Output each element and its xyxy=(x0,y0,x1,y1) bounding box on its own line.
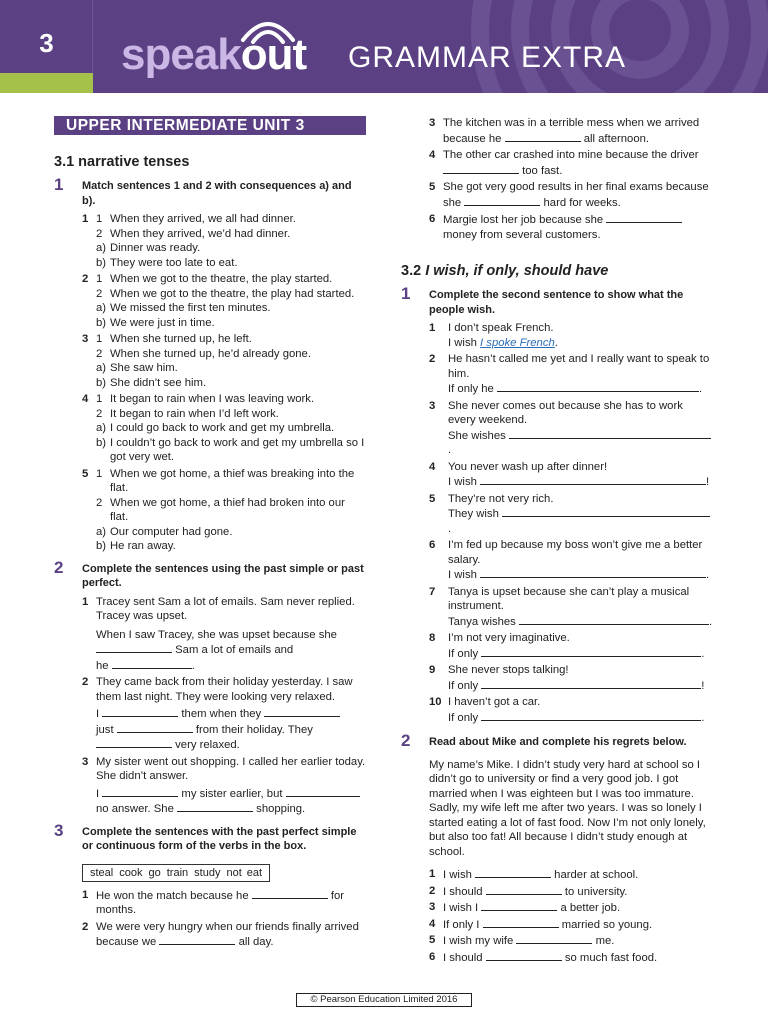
option-text: When they arrived, we’d had dinner. xyxy=(110,227,291,240)
item-text: too fast. xyxy=(522,164,563,177)
option-text: Our computer had gone. xyxy=(110,525,233,538)
option-label: b) xyxy=(96,540,107,552)
exercise-number: 2 xyxy=(401,731,411,750)
answer-blank[interactable] xyxy=(497,381,699,392)
exercise-item xyxy=(82,595,366,674)
item-number: 4 xyxy=(429,149,436,161)
item-text: all afternoon. xyxy=(583,132,650,145)
item-text: I xyxy=(96,708,100,720)
item-number: 1 xyxy=(82,595,89,608)
item-option xyxy=(96,539,366,554)
option-label: a) xyxy=(96,242,107,254)
item-text: I should xyxy=(443,951,483,964)
section-3-2-title xyxy=(401,262,713,280)
exercise-item xyxy=(82,920,366,950)
item-text: ! xyxy=(701,679,705,692)
exercise-item xyxy=(429,492,713,537)
exercise-item xyxy=(429,867,713,883)
green-accent-bar xyxy=(0,73,93,93)
exercise-item xyxy=(401,212,713,242)
item-text: The kitchen was in a terrible mess when we arrived because he xyxy=(443,117,700,145)
option-text: She saw him. xyxy=(110,362,178,374)
exercise-2 xyxy=(54,557,366,817)
item-prompt: I’m not very imaginative. xyxy=(448,632,570,644)
item-line xyxy=(448,646,713,662)
item-number: 4 xyxy=(429,460,436,473)
item-number: 1 xyxy=(82,888,89,901)
item-text: Margie lost her job because she xyxy=(443,214,604,226)
item-line xyxy=(448,474,713,490)
answer-blank[interactable] xyxy=(606,212,682,223)
section-3-1-title: 3.1 narrative tenses xyxy=(54,154,190,170)
item-text: I wish I xyxy=(443,902,479,914)
exercise-item xyxy=(429,352,713,397)
exercise-3-2-2 xyxy=(401,731,713,965)
option-text: When we got home, a thief was breaking into the flat. xyxy=(110,467,355,494)
item-text: me. xyxy=(595,935,615,947)
option-label: 2 xyxy=(96,496,103,509)
exercise-item xyxy=(82,755,366,817)
item-option xyxy=(96,332,366,347)
section-title-italic: I wish, if only, should have xyxy=(425,263,609,279)
item-option xyxy=(96,256,366,271)
item-text: He won the match because he xyxy=(96,889,249,902)
option-label: 1 xyxy=(96,467,103,480)
answer-blank[interactable] xyxy=(159,934,235,945)
item-text: . xyxy=(448,444,452,456)
item-number: 2 xyxy=(82,676,89,688)
item-number: 2 xyxy=(82,920,89,933)
exercise-item xyxy=(429,321,713,350)
item-option xyxy=(96,241,366,256)
exercise-instruction: Complete the second sentence to show what the people wish. xyxy=(429,289,684,316)
option-text: Dinner was ready. xyxy=(110,242,201,254)
exercise-item xyxy=(429,460,713,490)
exercise-number: 1 xyxy=(54,175,64,194)
item-text: . xyxy=(699,383,703,395)
item-option xyxy=(96,392,366,407)
option-text: I could go back to work and get my umbrella. xyxy=(110,422,335,434)
answer-blank[interactable] xyxy=(481,646,701,657)
item-text: She got very good results in her final exams because she xyxy=(443,181,709,209)
option-text: When we got home, a thief had broken into our flat. xyxy=(110,496,345,523)
option-label: 2 xyxy=(96,287,103,300)
item-option xyxy=(96,496,366,525)
item-number: 1 xyxy=(429,868,436,880)
item-text: harder at school. xyxy=(554,869,639,881)
answer-blank[interactable] xyxy=(286,786,360,797)
exercise-3-2-1 xyxy=(401,284,713,725)
word-box xyxy=(82,864,270,882)
item-line xyxy=(448,506,713,536)
option-label: 1 xyxy=(96,393,103,405)
item-text: . xyxy=(708,615,713,628)
mike-paragraph: My name’s Mike. I didn’t study very hard at school so I didn’t go to university or find a very good job. I got married when I was eighteen but I was too immature. Sadly, my wife left me after two years. I was so lonely I started eating a lot of fast food. Now I’m not only lonely, but also too fat! All because I didn’t study enough at school. xyxy=(429,758,706,858)
exercise-item xyxy=(429,399,713,458)
answer-blank[interactable] xyxy=(509,428,711,439)
item-number: 5 xyxy=(429,934,436,946)
item-text: We were very hungry when our friends finally arrived because we xyxy=(96,920,359,948)
exercise-instruction: Complete the sentences with the past perfect simple or continuous form of the verbs in the box. xyxy=(82,825,357,852)
copyright-footer: © Pearson Education Limited 2016 xyxy=(296,993,472,1007)
item-number: 3 xyxy=(82,755,89,768)
regret-items xyxy=(429,867,713,965)
word-box-item: steal xyxy=(90,866,114,879)
item-line xyxy=(448,567,713,583)
item-text: . xyxy=(448,522,452,535)
word-box-item: train xyxy=(166,866,189,879)
item-number: 3 xyxy=(82,333,89,345)
answer-blank[interactable] xyxy=(486,884,562,895)
answer-blank[interactable] xyxy=(475,867,551,878)
unit-title-bar: UPPER INTERMEDIATE UNIT 3 xyxy=(54,116,366,135)
unit-number-box xyxy=(0,0,93,93)
item-prompt: I haven’t got a car. xyxy=(448,696,541,708)
option-text: I couldn’t go back to work and get my umbrella so I got very wet. xyxy=(110,436,365,463)
item-number: 7 xyxy=(429,585,436,598)
word-box-item: study xyxy=(194,866,221,879)
exercise-3 xyxy=(54,820,366,950)
option-label: 2 xyxy=(96,227,103,240)
exercise-item xyxy=(401,180,713,210)
exercise-item xyxy=(82,888,366,918)
item-text: for months. xyxy=(96,889,345,916)
item-line xyxy=(448,336,713,351)
answer-blank[interactable] xyxy=(112,658,192,669)
item-text: my sister earlier, but xyxy=(181,787,283,800)
item-number: 3 xyxy=(429,901,436,913)
item-number: 4 xyxy=(82,393,89,405)
item-text: The other car crashed into mine because the driver xyxy=(443,149,699,161)
item-number: 1 xyxy=(429,322,436,334)
exercise-item xyxy=(429,933,713,949)
item-text: I wish xyxy=(448,476,477,488)
option-label: b) xyxy=(96,316,107,329)
unit-number: 3 xyxy=(39,28,54,58)
exercise-item xyxy=(401,116,713,146)
option-text: When she turned up, he left. xyxy=(110,333,252,345)
answer-blank[interactable] xyxy=(96,642,172,653)
exercise-item xyxy=(429,663,713,693)
item-line xyxy=(96,658,366,674)
right-column xyxy=(401,116,713,971)
exercise-item xyxy=(429,900,713,916)
item-line xyxy=(448,678,713,694)
exercise-item xyxy=(429,884,713,900)
exercise-number: 3 xyxy=(54,820,64,840)
word-box-item: go xyxy=(148,866,161,879)
answer-blank[interactable] xyxy=(481,710,701,721)
answer-blank[interactable] xyxy=(102,706,178,717)
option-label: 1 xyxy=(96,213,103,225)
item-text: to university. xyxy=(564,885,628,898)
item-option xyxy=(96,316,366,331)
option-text: We missed the first ten minutes. xyxy=(110,302,271,314)
item-line xyxy=(448,614,713,630)
option-text: They were too late to eat. xyxy=(110,256,238,269)
option-label: 1 xyxy=(96,333,103,345)
item-text: I wish my wife xyxy=(443,935,514,947)
item-option xyxy=(96,525,366,540)
item-prompt: Tracey sent Sam a lot of emails. Sam never replied. Tracey was upset. xyxy=(96,595,355,622)
item-line xyxy=(96,786,366,802)
item-option xyxy=(96,407,366,422)
logo-out: out xyxy=(240,30,307,79)
answer-blank[interactable] xyxy=(481,900,557,911)
item-text: so much fast food. xyxy=(564,951,658,964)
item-text: just xyxy=(96,723,114,736)
item-text: . xyxy=(701,647,705,660)
item-number: 9 xyxy=(429,664,436,676)
item-text: I wish xyxy=(448,336,477,349)
item-number: 6 xyxy=(429,950,436,963)
item-option xyxy=(96,272,366,287)
exercise-3-continued xyxy=(401,116,713,242)
item-prompt: My sister went out shopping. I called her earlier today. She didn’t answer. xyxy=(96,755,366,782)
item-text: If only xyxy=(448,647,479,660)
item-text: a better job. xyxy=(560,902,621,914)
option-text: It began to rain when I’d left work. xyxy=(110,407,279,420)
option-text: It began to rain when I was leaving work. xyxy=(110,393,315,405)
item-prompt: You never wash up after dinner! xyxy=(448,460,608,473)
answer-blank[interactable] xyxy=(481,678,701,689)
option-text: When we got to the theatre, the play started. xyxy=(110,273,333,285)
item-option xyxy=(96,287,366,302)
item-option xyxy=(96,212,366,227)
answer-blank[interactable] xyxy=(102,786,178,797)
exercise-1-items xyxy=(82,212,366,554)
item-line xyxy=(96,722,366,738)
item-number: 6 xyxy=(429,213,436,225)
item-line xyxy=(96,706,366,722)
exercise-instruction: Complete the sentences using the past simple or past perfect. xyxy=(82,562,364,589)
logo-speak: speak xyxy=(121,30,241,79)
item-number: 5 xyxy=(82,467,89,480)
exercise-item xyxy=(82,467,366,554)
exercise-instruction: Read about Mike and complete his regrets below. xyxy=(429,736,687,748)
option-label: b) xyxy=(96,436,107,449)
exercise-item xyxy=(429,631,713,661)
answer-blank[interactable] xyxy=(264,706,340,717)
item-text: If only he xyxy=(448,383,494,395)
option-text: When they arrived, we all had dinner. xyxy=(110,213,296,225)
option-label: 1 xyxy=(96,273,103,285)
item-text: If only xyxy=(448,711,479,724)
answer-blank[interactable] xyxy=(516,933,592,944)
exercise-item xyxy=(82,332,366,390)
item-text: ! xyxy=(706,476,710,488)
option-text: When we got to the theatre, the play had started. xyxy=(110,287,355,300)
option-label: a) xyxy=(96,422,107,434)
answer-blank[interactable] xyxy=(464,195,540,206)
item-text: shopping. xyxy=(256,803,306,815)
item-option xyxy=(96,467,366,496)
answer-blank[interactable] xyxy=(252,888,328,899)
example-answer: I spoke French xyxy=(480,336,555,349)
item-prompt: I don’t speak French. xyxy=(448,322,554,334)
item-number: 2 xyxy=(429,353,436,365)
item-text: no answer. She xyxy=(96,803,174,815)
item-option xyxy=(96,301,366,316)
option-text: We were just in time. xyxy=(110,316,215,329)
exercise-item xyxy=(429,917,713,933)
answer-blank[interactable] xyxy=(483,917,559,928)
answer-blank[interactable] xyxy=(96,737,172,748)
item-line xyxy=(96,801,366,817)
item-text: I xyxy=(96,787,100,800)
item-text: them when they xyxy=(181,708,262,720)
left-column xyxy=(54,116,366,956)
item-number: 2 xyxy=(429,884,436,897)
page-header xyxy=(0,0,768,93)
option-label: 2 xyxy=(96,347,103,360)
item-text: Sam a lot of emails and xyxy=(175,644,294,656)
item-text: married so young. xyxy=(561,918,653,931)
item-number: 8 xyxy=(429,632,436,644)
item-prompt: I’m fed up because my boss won’t give me a better salary. xyxy=(448,539,703,566)
item-text: money from several customers. xyxy=(443,228,601,241)
option-label: a) xyxy=(96,302,107,314)
answer-blank[interactable] xyxy=(443,163,519,174)
item-number: 3 xyxy=(429,399,436,412)
item-text: from their holiday. They xyxy=(195,723,313,736)
answer-blank[interactable] xyxy=(117,722,193,733)
wish-items xyxy=(429,321,713,725)
item-number: 5 xyxy=(429,181,436,193)
item-text: She wishes xyxy=(448,429,506,442)
option-label: a) xyxy=(96,362,107,374)
item-line xyxy=(448,710,713,726)
item-option xyxy=(96,376,366,391)
item-option xyxy=(96,361,366,376)
item-prompt: They’re not very rich. xyxy=(448,492,554,505)
item-number: 4 xyxy=(429,917,436,930)
item-option xyxy=(96,421,366,436)
item-number: 3 xyxy=(429,117,436,129)
item-prompt: She never stops talking! xyxy=(448,664,569,676)
item-text: . xyxy=(701,711,705,724)
speakout-logo xyxy=(121,30,306,80)
header-subtitle: GRAMMAR EXTRA xyxy=(348,41,627,74)
option-label: a) xyxy=(96,525,107,538)
item-text: I should xyxy=(443,885,483,898)
exercise-item xyxy=(82,675,366,753)
answer-blank[interactable] xyxy=(519,614,709,625)
item-text: Tanya wishes xyxy=(448,615,516,628)
exercise-number: 1 xyxy=(401,284,411,303)
item-prompt: They came back from their holiday yesterday. I saw them last night. They were looking very relaxed. xyxy=(96,676,353,703)
option-text: When she turned up, he’d already gone. xyxy=(110,347,311,360)
item-text: They wish xyxy=(448,508,499,520)
item-number: 10 xyxy=(429,696,442,708)
item-prompt: Tanya is upset because she can’t play a musical instrument. xyxy=(448,585,690,612)
exercise-item xyxy=(429,695,713,725)
item-text: . xyxy=(706,569,710,581)
answer-blank[interactable] xyxy=(177,801,253,812)
exercise-item xyxy=(429,950,713,966)
item-line xyxy=(448,428,713,458)
item-number: 2 xyxy=(82,273,89,285)
option-label: 2 xyxy=(96,407,103,420)
option-text: She didn’t see him. xyxy=(110,376,207,389)
answer-blank[interactable] xyxy=(480,567,706,578)
item-number: 1 xyxy=(82,213,89,225)
item-text: all day. xyxy=(238,936,274,948)
exercise-item xyxy=(82,212,366,270)
section-title-text: 3.2 xyxy=(401,263,426,279)
item-option xyxy=(96,436,366,465)
item-prompt: She never comes out because she has to work every weekend. xyxy=(448,399,683,426)
exercise-item xyxy=(82,272,366,330)
item-text: I wish xyxy=(448,569,477,581)
item-option xyxy=(96,347,366,362)
item-text: hard for weeks. xyxy=(543,196,621,209)
exercise-item xyxy=(429,538,713,583)
exercise-item xyxy=(429,585,713,630)
item-line xyxy=(96,737,366,753)
item-sentence: When I saw Tracey, she was upset because she xyxy=(96,628,337,641)
item-text: very relaxed. xyxy=(175,739,240,751)
item-text: I wish xyxy=(443,869,472,881)
exercise-1 xyxy=(54,175,366,554)
item-option xyxy=(96,227,366,242)
answer-blank[interactable] xyxy=(505,131,581,142)
word-box-item: cook xyxy=(119,866,143,879)
exercise-item xyxy=(401,148,713,178)
answer-blank[interactable] xyxy=(486,950,562,961)
item-text: If only xyxy=(448,679,479,692)
answer-blank[interactable] xyxy=(480,474,706,485)
exercise-number: 2 xyxy=(54,557,64,577)
item-text: . xyxy=(554,336,558,349)
option-label: b) xyxy=(96,376,107,389)
exercise-instruction: Match sentences 1 and 2 with consequences a) and b). xyxy=(82,180,352,207)
option-label: b) xyxy=(96,256,107,269)
item-text: If only I xyxy=(443,918,480,931)
item-line xyxy=(96,642,366,658)
item-line xyxy=(448,381,713,397)
item-number: 5 xyxy=(429,492,436,505)
word-box-item: not eat xyxy=(226,866,263,879)
item-text: he xyxy=(96,659,109,672)
item-number: 6 xyxy=(429,539,436,551)
exercise-item xyxy=(82,392,366,465)
item-prompt: He hasn’t called me yet and I really want to speak to him. xyxy=(448,353,710,380)
item-text: . xyxy=(191,659,195,672)
option-text: He ran away. xyxy=(110,540,176,552)
answer-blank[interactable] xyxy=(502,506,710,517)
